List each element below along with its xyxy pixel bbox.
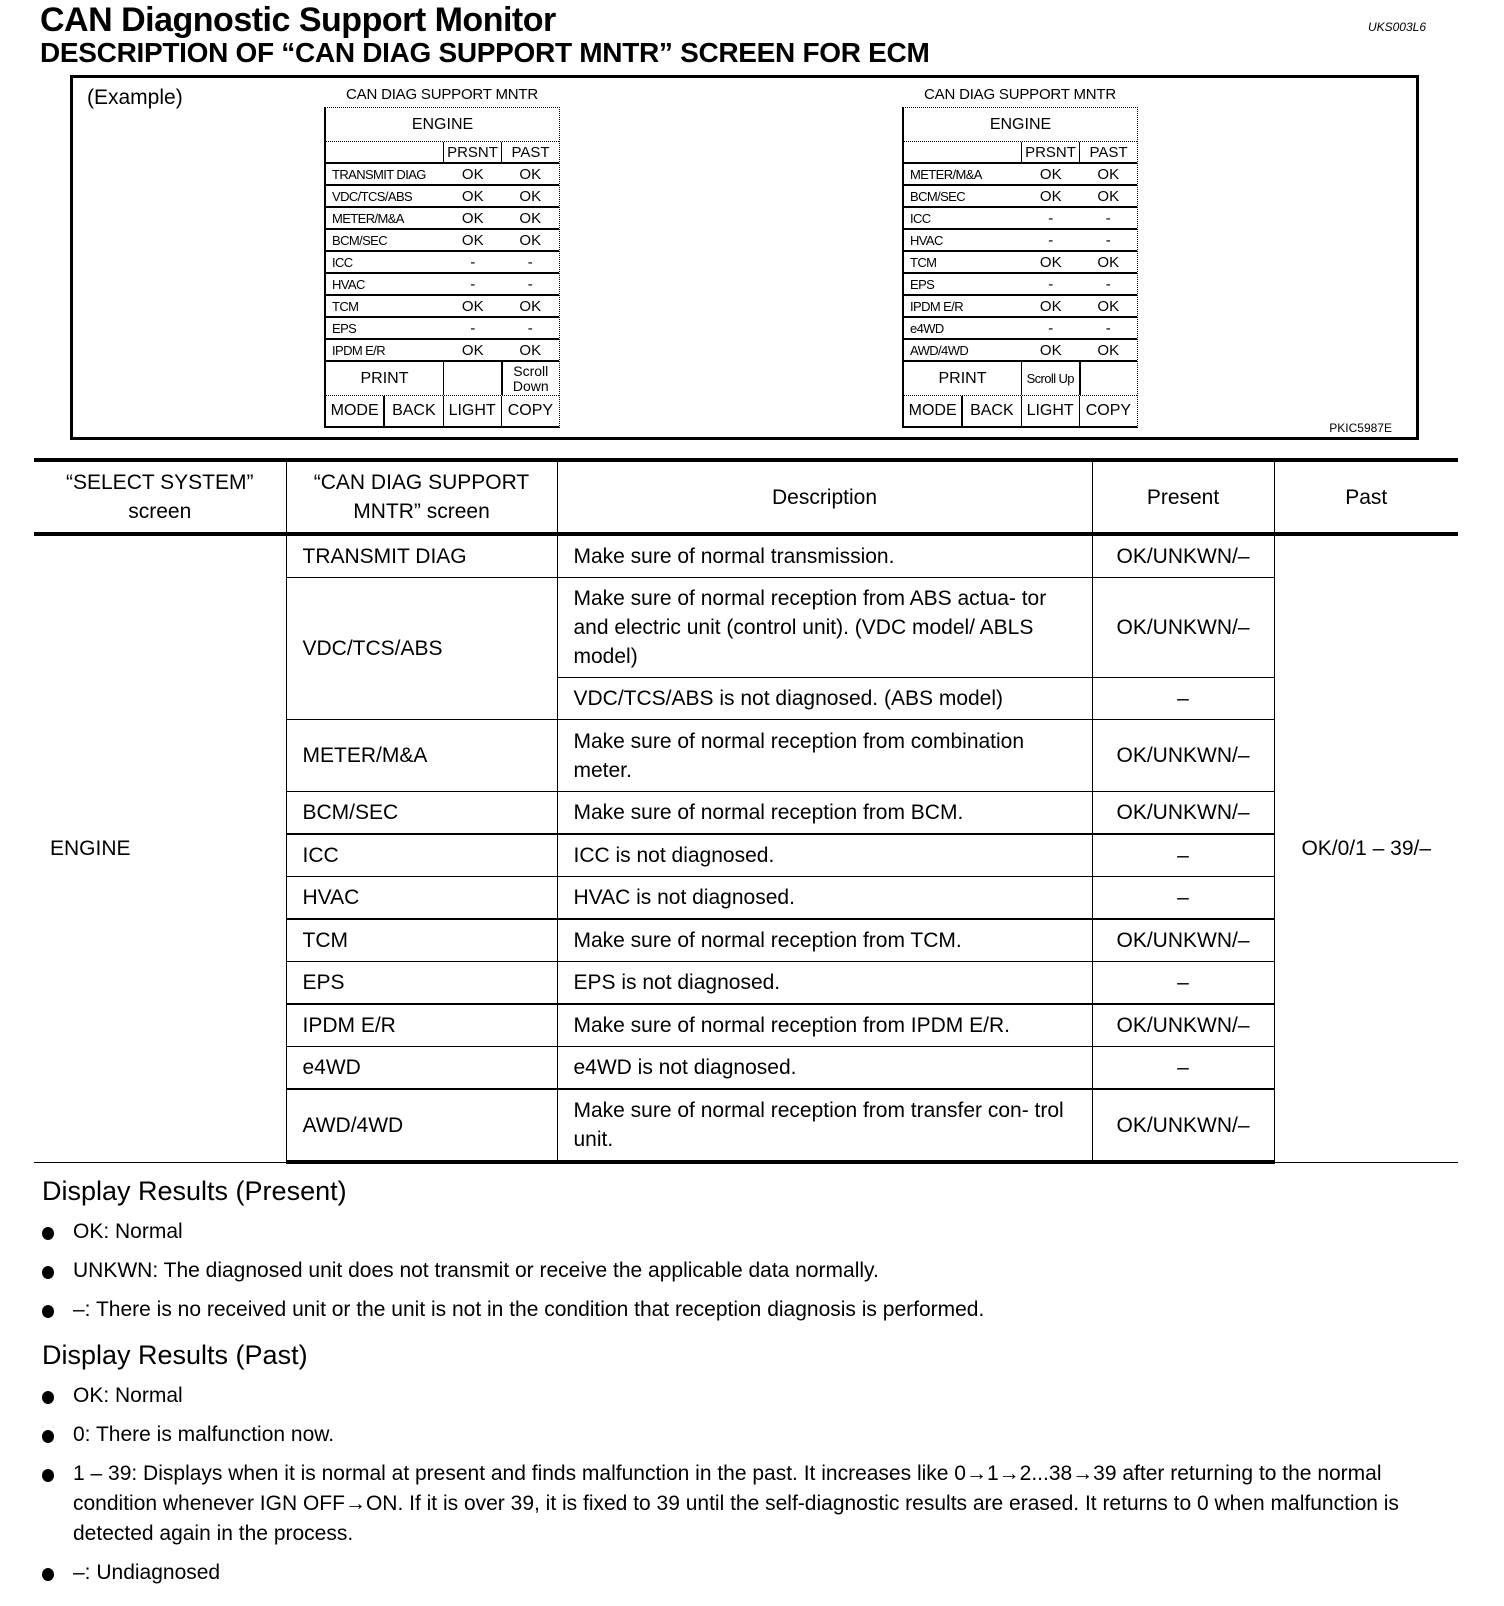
list-item: 1 – 39: Displays when it is normal at present and finds malfunction in the past. It increases like 0→1→2...38→39 after returning to the normal condition whenever IGN OFF→ON. If it is over 39, it is fixed to 39 until the self-diagnostic results are erased. It returns to 0 when malfunction is detected again in the process. [42, 1459, 1462, 1549]
screen-row: IPDM E/R OK OK [326, 340, 559, 362]
screen-row: METER/M&A OK OK [904, 164, 1137, 186]
table-row: METER/M&A Make sure of normal reception from combination meter. OK/UNKWN/– [34, 720, 1458, 792]
scroll-up-button[interactable]: Scroll Up [1022, 362, 1081, 395]
mode-button[interactable]: MODE [326, 396, 385, 426]
table-row: AWD/4WD Make sure of normal reception from transfer con- trol unit. OK/UNKWN/– [34, 1089, 1458, 1162]
table-row: ICC ICC is not diagnosed. – [34, 834, 1458, 877]
screen-row: EPS - - [326, 318, 559, 340]
blank-button [444, 362, 503, 395]
screen-system-header: ENGINE [326, 108, 559, 142]
table-row: IPDM E/R Make sure of normal reception from IPDM E/R. OK/UNKWN/– [34, 1004, 1458, 1047]
bullet-icon [42, 1391, 54, 1404]
table-header-row [34, 460, 1458, 534]
table-row: EPS EPS is not diagnosed. – [34, 962, 1458, 1005]
col-present: PRSNT [1022, 142, 1080, 162]
screen-title: CAN DIAG SUPPORT MNTR [924, 86, 1116, 103]
header-past: Past [1274, 460, 1458, 534]
screen-row: AWD/4WD OK OK [904, 340, 1137, 362]
col-present: PRSNT [444, 142, 502, 162]
example-figure [70, 75, 1419, 440]
light-button[interactable]: LIGHT [444, 396, 502, 426]
screen-row: VDC/TCS/ABS OK OK [326, 186, 559, 208]
list-item: 0: There is malfunction now. [42, 1420, 1462, 1450]
light-button[interactable]: LIGHT [1022, 396, 1080, 426]
table-row: VDC/TCS/ABS Make sure of normal reception from ABS actua- tor and electric unit (control unit). (VDC model/ ABLS model) OK/UNKWN/– [34, 578, 1458, 678]
screen-button-row [326, 362, 559, 396]
figure-code: PKIC5987E [1329, 421, 1392, 435]
header-present: Present [1092, 460, 1274, 534]
bullet-icon [42, 1266, 54, 1279]
screen-bottom-buttons [326, 396, 559, 426]
screen-column-header [326, 142, 559, 164]
present-results-heading: Display Results (Present) [42, 1176, 347, 1206]
screen-column-header [904, 142, 1137, 164]
screen-row: TCM OK OK [326, 296, 559, 318]
list-item: OK: Normal [42, 1217, 1462, 1247]
screen-title: CAN DIAG SUPPORT MNTR [346, 86, 538, 103]
header-mntr-screen: “CAN DIAG SUPPORT MNTR” screen [286, 460, 557, 534]
table-row: ENGINE TRANSMIT DIAG Make sure of normal transmission. OK/UNKWN/– OK/0/1 – 39/– [34, 534, 1458, 578]
table-row: TCM Make sure of normal reception from TCM. OK/UNKWN/– [34, 919, 1458, 962]
screen-row: BCM/SEC OK OK [904, 186, 1137, 208]
copy-button[interactable]: COPY [1085, 402, 1132, 419]
past-value-cell: OK/0/1 – 39/– [1274, 534, 1458, 1162]
list-item: –: Undiagnosed [42, 1558, 1462, 1588]
present-results-list [42, 1217, 1462, 1334]
print-button[interactable]: PRINT [904, 362, 1022, 395]
col-past: PAST [511, 144, 550, 161]
print-button[interactable]: PRINT [326, 362, 444, 395]
example-screen-2 [902, 83, 1138, 428]
screen-row: TRANSMIT DIAG OK OK [326, 164, 559, 186]
bullet-icon [42, 1430, 54, 1443]
list-item: OK: Normal [42, 1381, 1462, 1411]
list-item: UNKWN: The diagnosed unit does not transmit or receive the applicable data normally. [42, 1256, 1462, 1286]
document-code: UKS003L6 [1367, 20, 1426, 34]
screen-row: ICC - - [326, 252, 559, 274]
scroll-down-button[interactable]: Scroll Down [512, 363, 549, 394]
mode-button[interactable]: MODE [904, 396, 963, 426]
screen-row: TCM OK OK [904, 252, 1137, 274]
screen-system-header: ENGINE [904, 108, 1137, 142]
screen-row: BCM/SEC OK OK [326, 230, 559, 252]
example-label: (Example) [87, 86, 183, 109]
back-button[interactable]: BACK [385, 396, 443, 426]
bullet-icon [42, 1469, 54, 1482]
back-button[interactable]: BACK [963, 396, 1021, 426]
bullet-icon [42, 1568, 54, 1581]
screen-row: ICC - - [904, 208, 1137, 230]
screen-row: e4WD - - [904, 318, 1137, 340]
screen-bottom-buttons [904, 396, 1137, 426]
example-screen-1 [324, 83, 560, 428]
screen-row: EPS - - [904, 274, 1137, 296]
copy-button[interactable]: COPY [507, 402, 554, 419]
header-select-system: “SELECT SYSTEM” screen [34, 460, 286, 534]
screen-row: METER/M&A OK OK [326, 208, 559, 230]
can-diag-table [34, 458, 1458, 1164]
screen-row: HVAC - - [904, 230, 1137, 252]
table-row: HVAC HVAC is not diagnosed. – [34, 877, 1458, 920]
screen-row: HVAC - - [326, 274, 559, 296]
screen-row: IPDM E/R OK OK [904, 296, 1137, 318]
bullet-icon [42, 1305, 54, 1318]
list-item: –: There is no received unit or the unit is not in the condition that reception diagnosis is performed. [42, 1295, 1462, 1325]
blank-button [1081, 362, 1138, 395]
system-cell: ENGINE [34, 534, 286, 1162]
past-results-list [42, 1381, 1462, 1597]
past-results-heading: Display Results (Past) [42, 1340, 308, 1370]
section-subtitle: DESCRIPTION OF “CAN DIAG SUPPORT MNTR” SCREEN FOR ECM [40, 37, 930, 68]
header-description: Description [557, 460, 1092, 534]
table-row: VDC/TCS/ABS is not diagnosed. (ABS model) – [34, 678, 1458, 720]
bullet-icon [42, 1227, 54, 1240]
col-past: PAST [1089, 144, 1128, 161]
screen-button-row [904, 362, 1137, 396]
table-row: e4WD e4WD is not diagnosed. – [34, 1047, 1458, 1090]
table-row: BCM/SEC Make sure of normal reception from BCM. OK/UNKWN/– [34, 792, 1458, 835]
page-title: CAN Diagnostic Support Monitor [40, 1, 556, 39]
